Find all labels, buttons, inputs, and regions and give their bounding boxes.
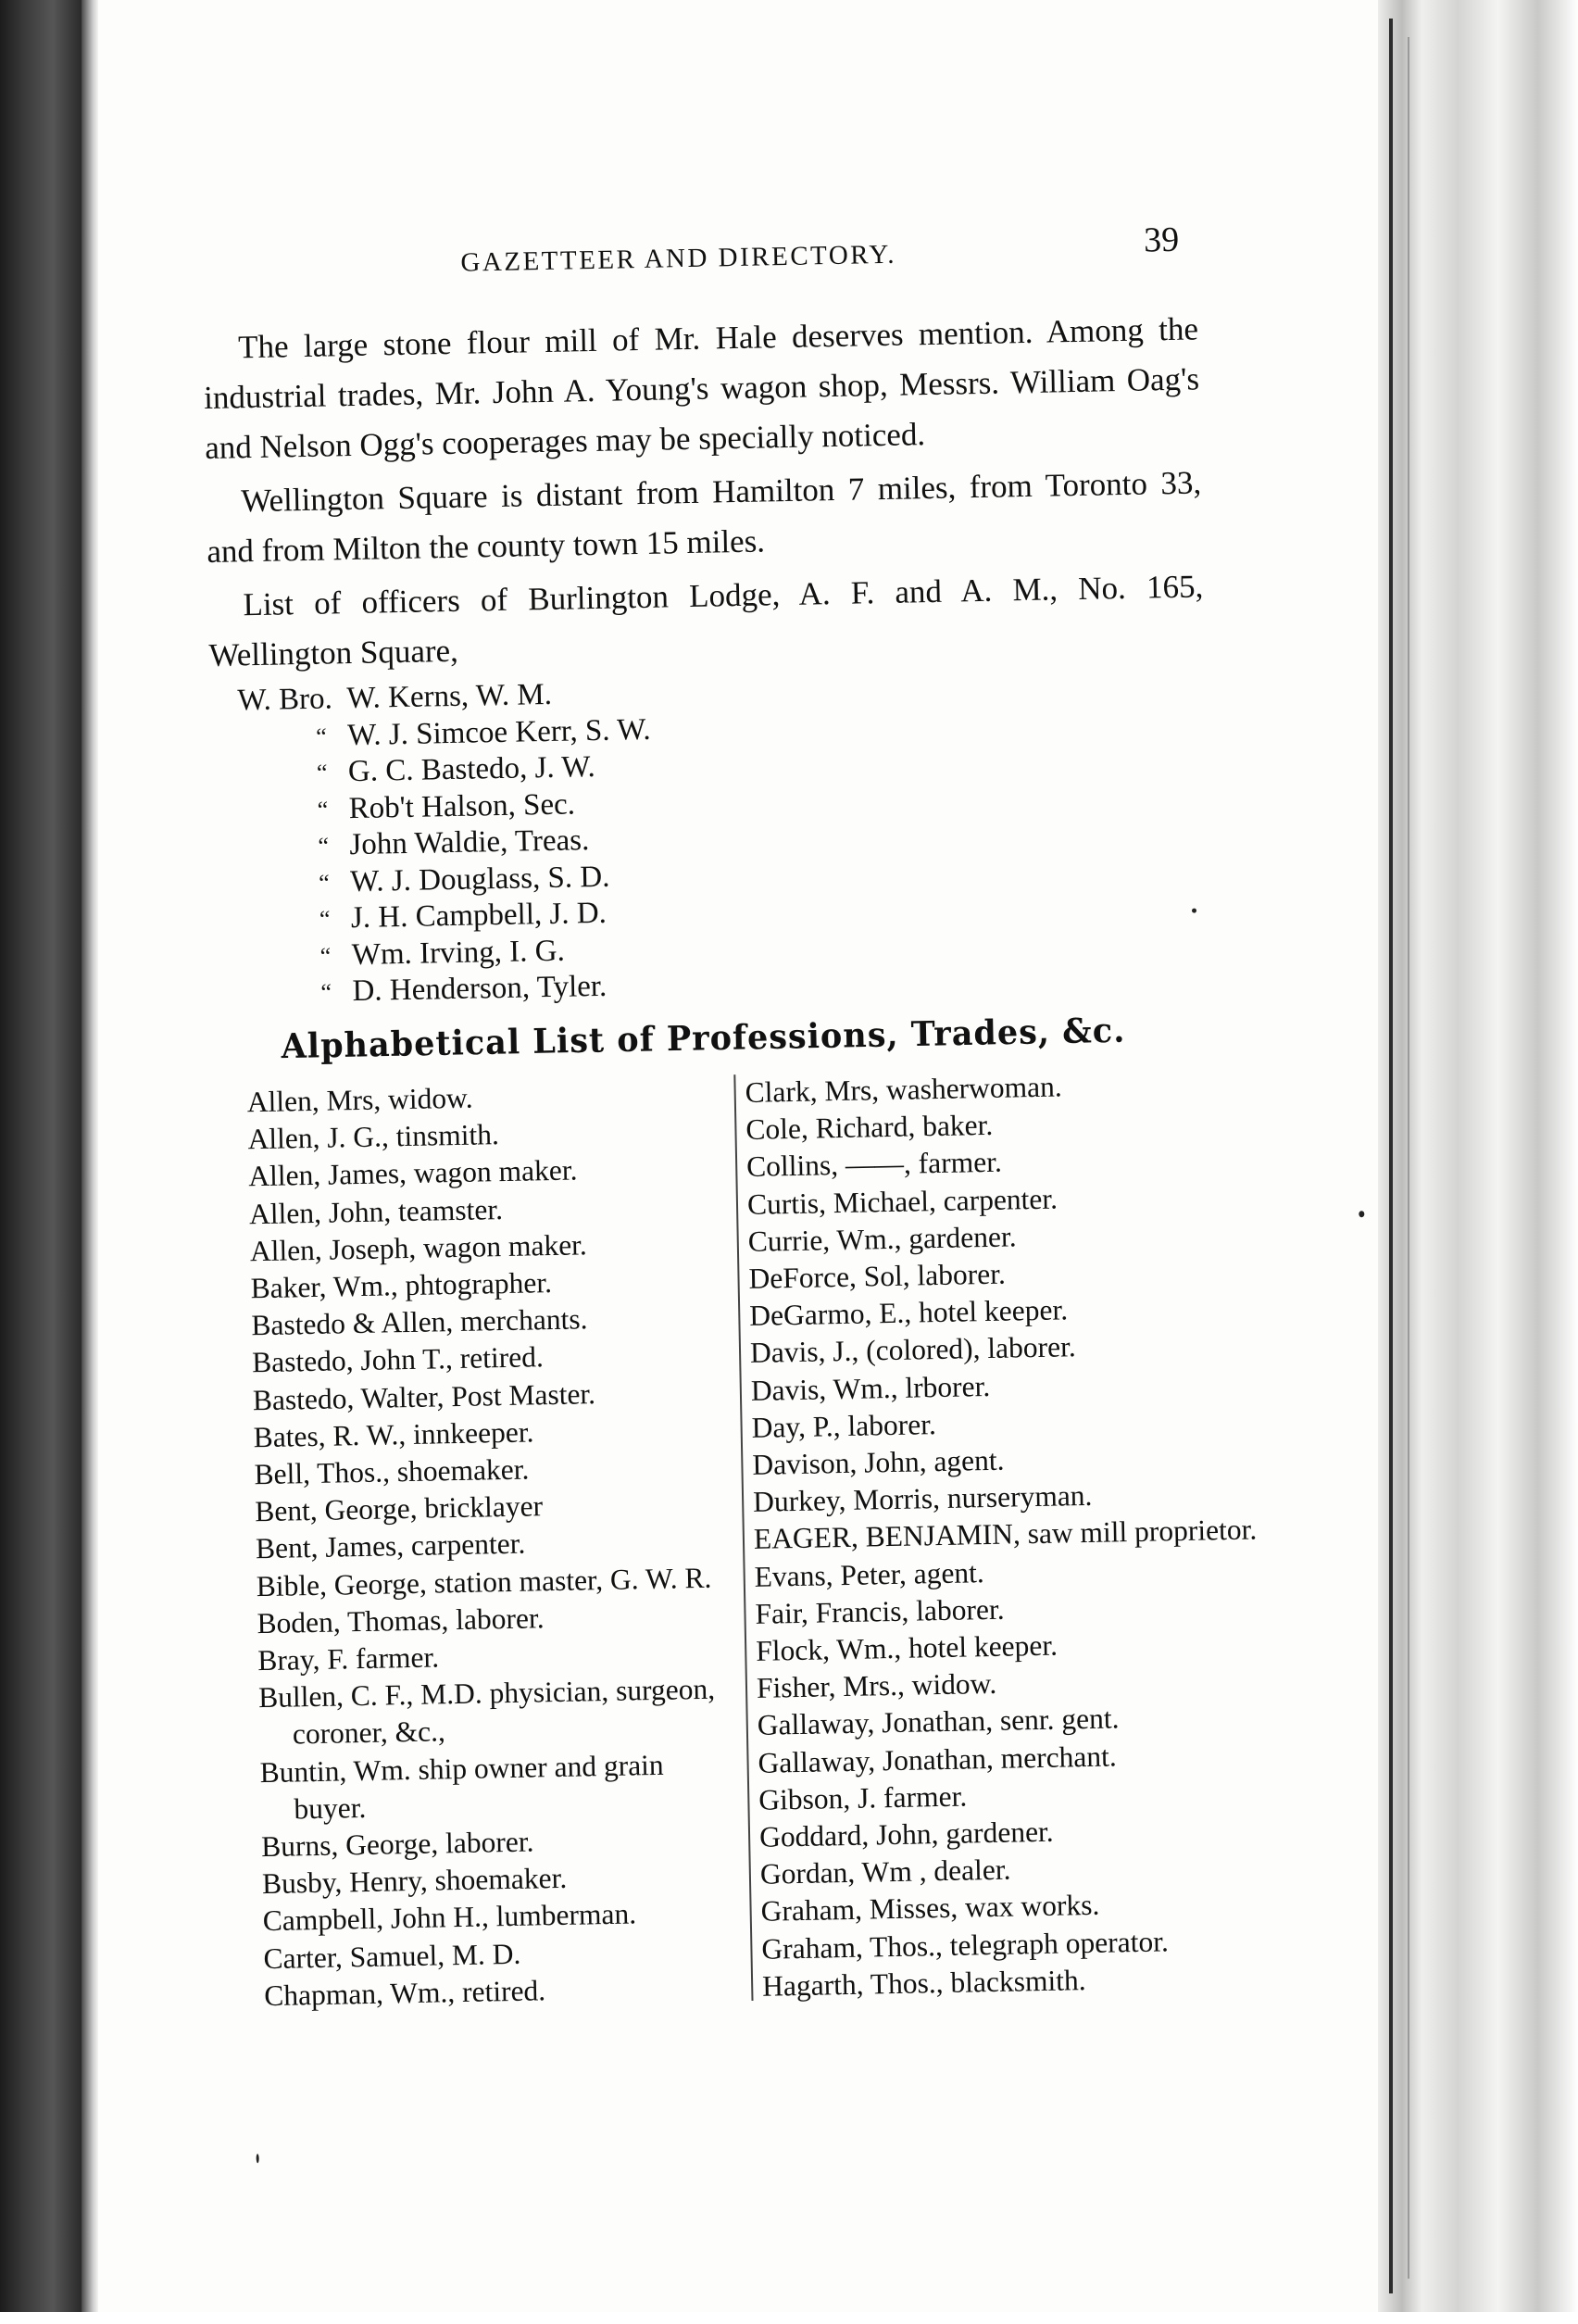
directory-entry: Bastedo, John T., retired. <box>251 1340 545 1379</box>
officer-name: W. J. Douglass, S. D. <box>349 860 610 898</box>
directory-entry: Bastedo, Walter, Post Master. <box>252 1376 596 1416</box>
paragraph-distances <box>206 458 1203 577</box>
directory-entry: Davis, Wm., lrborer. <box>750 1369 991 1407</box>
directory-entry: Hagarth, Thos., blacksmith. <box>761 1963 1086 2003</box>
directory-entry: Bray, F. farmer. <box>257 1640 440 1677</box>
officer-name: W. Kerns, W. M. <box>346 677 553 716</box>
paragraph-text: Wellington Square is distant from Hamilton 7 miles, from Toronto 33, and from Milton the county town 15 miles. <box>206 464 1202 571</box>
directory-entry: Bullen, C. F., M.D. physician, surgeon, coroner, &c., <box>257 1672 716 1751</box>
page-edge-line-secondary <box>1408 37 1409 2279</box>
ink-speck <box>1192 909 1196 913</box>
officer-name: D. Henderson, Tyler. <box>352 969 607 1009</box>
directory-entry: Davis, J., (colored), laborer. <box>749 1330 1076 1370</box>
directory-entry: Graham, Misses, wax works. <box>760 1889 1100 1928</box>
officer-name: G. C. Bastedo, J. W. <box>347 750 596 789</box>
directory-entry: Day, P., laborer. <box>751 1407 937 1444</box>
directory-entry: Flock, Wm., hotel keeper. <box>755 1628 1058 1667</box>
directory-column-right <box>745 1064 1281 2005</box>
officer-name: Rob't Halson, Sec. <box>348 786 576 825</box>
officer-row <box>237 677 553 719</box>
directory-entry: DeGarmo, E., hotel keeper. <box>748 1293 1069 1333</box>
directory-entry: Graham, Thos., telegraph operator. <box>761 1925 1170 1966</box>
ditto-mark: “ <box>315 722 328 750</box>
ditto-mark: “ <box>317 796 329 823</box>
officer-name: W. J. Simcoe Kerr, S. W. <box>346 712 651 752</box>
directory-entry: Bent, James, carpenter. <box>255 1527 526 1565</box>
directory-entry: DeForce, Sol, laborer. <box>748 1257 1007 1295</box>
officer-row <box>238 712 651 756</box>
directory-entry: Bell, Thos., shoemaker. <box>254 1452 530 1491</box>
officer-row <box>239 786 576 829</box>
directory-entry: Busby, Henry, shoemaker. <box>261 1862 568 1901</box>
ink-speck <box>257 2154 259 2163</box>
directory-entry: Bent, George, bricklayer <box>254 1489 544 1528</box>
officer-row <box>239 750 596 792</box>
directory-entry: Davison, John, agent. <box>752 1443 1005 1481</box>
directory-entry: Carter, Samuel, M. D. <box>263 1937 521 1975</box>
directory-entry: Durkey, Morris, nurseryman. <box>752 1479 1093 1519</box>
ditto-mark: “ <box>319 942 332 970</box>
directory-entry: Allen, Joseph, wagon maker. <box>249 1228 588 1268</box>
directory-entry: Baker, Wm., phtographer. <box>250 1266 553 1305</box>
page-number: 39 <box>1143 220 1180 260</box>
ditto-mark: “ <box>318 832 330 860</box>
officer-name: John Waldie, Treas. <box>349 823 590 862</box>
section-heading: Alphabetical List of Professions, Trades, &c. <box>281 1011 1126 1067</box>
officer-row <box>242 934 566 975</box>
directory-entry: Goddard, John, gardener. <box>758 1815 1054 1853</box>
officer-name: J. H. Campbell, J. D. <box>350 896 607 936</box>
officer-row <box>240 823 590 865</box>
paragraph-lodge <box>207 561 1205 681</box>
directory-entry: Clark, Mrs, washerwoman. <box>745 1070 1063 1109</box>
directory-entry: Bates, R. W., innkeeper. <box>253 1415 534 1454</box>
directory-entry: Currie, Wm., gardener. <box>747 1220 1017 1258</box>
officer-row <box>242 896 607 938</box>
directory-entry: Cole, Richard, baker. <box>745 1109 994 1147</box>
directory-entry: Fisher, Mrs., widow. <box>756 1667 997 1705</box>
directory-entry: Gordan, Wm , dealer. <box>759 1853 1011 1891</box>
officer-title: W. Bro. <box>237 682 333 718</box>
directory-entry: EAGER, BENJAMIN, saw mill proprietor. <box>753 1513 1258 1556</box>
directory-entry: Allen, John, teamster. <box>248 1192 504 1230</box>
officer-row <box>243 969 607 1011</box>
officer-name: Wm. Irving, I. G. <box>351 934 566 972</box>
ink-speck <box>1359 1211 1364 1217</box>
paragraph-text: List of officers of Burlington Lodge, A. F. and A. M., No. 165, Wellington Square, <box>208 568 1204 673</box>
directory-column-left <box>246 1074 745 2015</box>
directory-entry: Evans, Peter, agent. <box>754 1555 985 1593</box>
directory-entry: Gibson, J. farmer. <box>758 1779 968 1816</box>
officers-list <box>237 677 651 1011</box>
directory-entry: Burns, George, laborer. <box>260 1825 534 1864</box>
book-page <box>76 0 1411 2324</box>
running-header: GAZETTEER AND DIRECTORY. <box>460 239 897 278</box>
directory-entry: Bastedo & Allen, merchants. <box>251 1302 588 1342</box>
directory-entry: Campbell, John H., lumberman. <box>262 1897 637 1938</box>
directory-entry: Allen, Mrs, widow. <box>246 1081 473 1119</box>
ditto-mark: “ <box>318 869 331 897</box>
ditto-mark: “ <box>320 978 332 1006</box>
directory-entry: Allen, J. G., tinsmith. <box>247 1118 500 1156</box>
directory-entry: Buntin, Wm. ship owner and grain buyer. <box>259 1748 664 1826</box>
directory-entry: Curtis, Michael, carpenter. <box>746 1182 1058 1221</box>
officer-row <box>241 860 610 902</box>
directory-entry: Gallaway, Jonathan, merchant. <box>758 1740 1118 1779</box>
binding-gutter <box>0 0 81 2312</box>
ditto-mark: “ <box>319 905 331 933</box>
directory-entry: Gallaway, Jonathan, senr. gent. <box>757 1702 1120 1742</box>
paragraph-text: The large stone flour mill of Mr. Hale deserves mention. Among the industrial trades, Mr. John A. Young's wagon shop, Messrs. William Oag's and Nelson Ogg's cooperages may be specially noticed. <box>203 310 1200 467</box>
directory-entry: Bible, George, station master, G. W. R. <box>256 1561 712 1602</box>
directory-entry: Chapman, Wm., retired. <box>263 1974 546 2012</box>
directory-entry: Fair, Francis, laborer. <box>755 1592 1005 1630</box>
directory-entry: Boden, Thomas, laborer. <box>257 1602 545 1640</box>
directory-entry: Collins, ——, farmer. <box>745 1146 1003 1184</box>
directory-entry: Allen, James, wagon maker. <box>247 1153 578 1193</box>
paragraph-mill <box>203 304 1201 473</box>
ditto-mark: “ <box>316 759 328 786</box>
